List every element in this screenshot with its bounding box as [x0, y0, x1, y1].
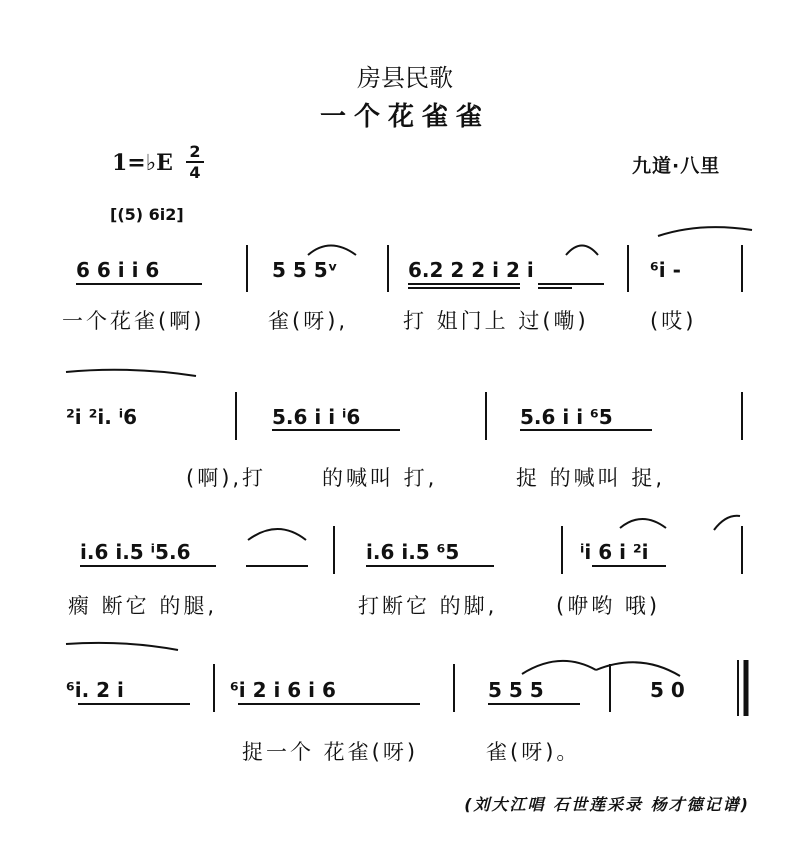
- lyrics-line1-part3: 打 姐门上 过(嘞): [403, 309, 589, 333]
- lyrics-line4-part2: 雀(呀)。: [486, 740, 581, 764]
- lyrics-line3-part2: 打断它 的脚,: [358, 594, 498, 618]
- lyrics-line3-part3: (咿哟 哦): [556, 594, 661, 618]
- region-label: 九道·八里: [632, 155, 721, 177]
- lyrics-line1-part1: 一个花雀(啊): [62, 309, 205, 333]
- slur: [66, 370, 196, 376]
- notes-line3-measure1: i.6 i.5 ⁱ5.6: [80, 540, 191, 564]
- slur: [308, 246, 356, 256]
- time-signature-bottom: 4: [189, 163, 201, 182]
- notes-line4-measure2: ⁶i 2 i 6 i 6: [230, 678, 336, 702]
- key-signature: 1=♭E: [112, 150, 173, 176]
- slur: [620, 519, 666, 528]
- time-signature-top: 2: [189, 142, 201, 161]
- slur: [658, 227, 752, 236]
- lyrics-line1-part2: 雀(呀),: [268, 309, 349, 333]
- slur: [66, 643, 178, 650]
- slur: [566, 246, 598, 256]
- song-title: 一个花雀雀: [319, 102, 490, 132]
- slur: [596, 662, 680, 676]
- notes-line1-measure3: 6.2 2 2 i 2 i: [408, 258, 534, 282]
- lyrics-line2-part3: 捉 的喊叫 捉,: [516, 466, 666, 490]
- lyrics-line1-part4: (哎): [650, 309, 697, 333]
- notes-line3-measure2: i.6 i.5 ⁶5: [366, 540, 460, 564]
- notes-line1-measure1: 6 6 i i 6: [76, 258, 160, 282]
- intro-notation: [(5) 6i2]: [110, 205, 184, 224]
- slur: [248, 529, 306, 540]
- notes-line4-measure1: ⁶i. 2 i: [66, 678, 124, 702]
- lyrics-line4-part1: 捉一个 花雀(呀): [242, 740, 419, 764]
- notes-line3-measure3: ⁱi 6 i ²i: [580, 540, 649, 564]
- notes-line2-measure1: ²i ²i. ⁱ6: [66, 405, 138, 429]
- notes-line1-measure4: ⁶i -: [650, 258, 681, 282]
- slur: [714, 516, 740, 530]
- slur: [522, 661, 596, 674]
- lyrics-line3-part1: 瘸 断它 的腿,: [68, 594, 218, 618]
- lyrics-line2-part1: (啊),打: [186, 466, 267, 490]
- notes-line2-measure3: 5.6 i i ⁶5: [520, 405, 613, 429]
- credit-line: (刘大江唱 石世莲采录 杨才德记谱): [464, 795, 750, 814]
- notes-line1-measure2: 5 5 5ᵛ: [272, 258, 338, 282]
- notes-line2-measure2: 5.6 i i ⁱ6: [272, 405, 361, 429]
- notes-line4-measure4: 5 0: [650, 678, 685, 702]
- lyrics-line2-part2: 的喊叫 打,: [322, 466, 438, 490]
- notes-line4-measure3: 5 5 5: [488, 678, 544, 702]
- song-subtitle: 房县民歌: [357, 64, 453, 92]
